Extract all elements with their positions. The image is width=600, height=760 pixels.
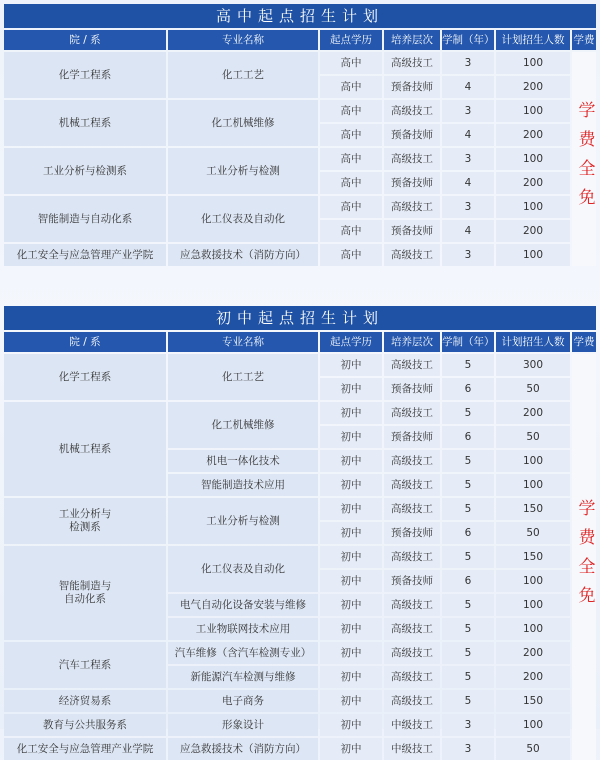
duration-years-cell: 3	[442, 714, 494, 736]
training-level-cell: 高级技工	[384, 594, 440, 616]
start-education-cell: 初中	[320, 474, 382, 496]
start-education-cell: 初中	[320, 378, 382, 400]
column-header: 计划招生人数	[496, 30, 570, 50]
department-cell: 工业分析与 检测系	[4, 498, 166, 544]
enrollment-count-cell: 100	[496, 618, 570, 640]
duration-years-cell: 4	[442, 76, 494, 98]
enrollment-count-cell: 50	[496, 738, 570, 760]
enrollment-count-cell: 200	[496, 124, 570, 146]
training-level-cell: 高级技工	[384, 474, 440, 496]
major-cell: 应急救援技术（消防方向）	[168, 738, 318, 760]
duration-years-cell: 3	[442, 148, 494, 170]
department-cell: 化工安全与应急管理产业学院	[4, 244, 166, 266]
duration-years-cell: 4	[442, 124, 494, 146]
enrollment-count-cell: 100	[496, 594, 570, 616]
duration-years-cell: 5	[442, 474, 494, 496]
start-education-cell: 初中	[320, 354, 382, 376]
column-header: 起点学历	[320, 332, 382, 352]
major-cell: 化工工艺	[168, 354, 318, 400]
column-header: 学费	[572, 332, 596, 352]
duration-years-cell: 6	[442, 522, 494, 544]
start-education-cell: 初中	[320, 666, 382, 688]
start-education-cell: 初中	[320, 714, 382, 736]
start-education-cell: 初中	[320, 450, 382, 472]
column-header: 培养层次	[384, 30, 440, 50]
duration-years-cell: 4	[442, 220, 494, 242]
enrollment-count-cell: 50	[496, 378, 570, 400]
training-level-cell: 高级技工	[384, 498, 440, 520]
middle-school-plan-title: 初中起点招生计划	[4, 306, 596, 330]
duration-years-cell: 5	[442, 498, 494, 520]
department-cell: 化学工程系	[4, 52, 166, 98]
duration-years-cell: 6	[442, 426, 494, 448]
enrollment-count-cell: 150	[496, 690, 570, 712]
column-header: 学制（年）	[442, 332, 494, 352]
enrollment-count-cell: 300	[496, 354, 570, 376]
training-level-cell: 高级技工	[384, 618, 440, 640]
enrollment-count-cell: 100	[496, 100, 570, 122]
training-level-cell: 高级技工	[384, 354, 440, 376]
duration-years-cell: 6	[442, 378, 494, 400]
enrollment-count-cell: 200	[496, 76, 570, 98]
column-header: 起点学历	[320, 30, 382, 50]
major-cell: 工业分析与检测	[168, 498, 318, 544]
column-header: 学费	[572, 30, 596, 50]
enrollment-count-cell: 100	[496, 474, 570, 496]
duration-years-cell: 6	[442, 570, 494, 592]
training-level-cell: 预备技师	[384, 522, 440, 544]
duration-years-cell: 5	[442, 354, 494, 376]
column-header: 专业名称	[168, 332, 318, 352]
department-cell: 机械工程系	[4, 100, 166, 146]
enrollment-count-cell: 150	[496, 498, 570, 520]
duration-years-cell: 5	[442, 618, 494, 640]
major-cell: 机电一体化技术	[168, 450, 318, 472]
high-school-plan-title: 高中起点招生计划	[4, 4, 596, 28]
training-level-cell: 高级技工	[384, 52, 440, 74]
middle-school-plan	[4, 306, 596, 755]
start-education-cell: 高中	[320, 52, 382, 74]
major-cell: 汽车维修（含汽车检测专业）	[168, 642, 318, 664]
start-education-cell: 高中	[320, 220, 382, 242]
duration-years-cell: 5	[442, 546, 494, 568]
enrollment-count-cell: 100	[496, 714, 570, 736]
major-cell: 化工机械维修	[168, 402, 318, 448]
training-level-cell: 预备技师	[384, 570, 440, 592]
enrollment-count-cell: 100	[496, 570, 570, 592]
duration-years-cell: 5	[442, 402, 494, 424]
training-level-cell: 高级技工	[384, 642, 440, 664]
start-education-cell: 初中	[320, 690, 382, 712]
start-education-cell: 高中	[320, 100, 382, 122]
duration-years-cell: 3	[442, 196, 494, 218]
enrollment-count-cell: 100	[496, 196, 570, 218]
column-header: 专业名称	[168, 30, 318, 50]
duration-years-cell: 3	[442, 100, 494, 122]
duration-years-cell: 5	[442, 642, 494, 664]
start-education-cell: 初中	[320, 522, 382, 544]
duration-years-cell: 3	[442, 52, 494, 74]
training-level-cell: 预备技师	[384, 426, 440, 448]
department-cell: 智能制造与自动化系	[4, 196, 166, 242]
duration-years-cell: 3	[442, 738, 494, 760]
tuition-free-note: 学费全免	[572, 354, 596, 760]
start-education-cell: 初中	[320, 738, 382, 760]
start-education-cell: 高中	[320, 244, 382, 266]
major-cell: 智能制造技术应用	[168, 474, 318, 496]
training-level-cell: 高级技工	[384, 402, 440, 424]
department-cell: 经济贸易系	[4, 690, 166, 712]
start-education-cell: 初中	[320, 402, 382, 424]
training-level-cell: 高级技工	[384, 450, 440, 472]
training-level-cell: 高级技工	[384, 148, 440, 170]
start-education-cell: 高中	[320, 76, 382, 98]
training-level-cell: 预备技师	[384, 124, 440, 146]
training-level-cell: 高级技工	[384, 196, 440, 218]
training-level-cell: 高级技工	[384, 690, 440, 712]
major-cell: 化工仪表及自动化	[168, 546, 318, 592]
start-education-cell: 初中	[320, 498, 382, 520]
duration-years-cell: 3	[442, 244, 494, 266]
duration-years-cell: 5	[442, 666, 494, 688]
enrollment-count-cell: 100	[496, 450, 570, 472]
training-level-cell: 高级技工	[384, 100, 440, 122]
major-cell: 新能源汽车检测与维修	[168, 666, 318, 688]
start-education-cell: 高中	[320, 196, 382, 218]
start-education-cell: 高中	[320, 124, 382, 146]
enrollment-count-cell: 200	[496, 172, 570, 194]
high-school-plan	[4, 4, 596, 261]
start-education-cell: 初中	[320, 546, 382, 568]
duration-years-cell: 4	[442, 172, 494, 194]
department-cell: 化工安全与应急管理产业学院	[4, 738, 166, 760]
duration-years-cell: 5	[442, 690, 494, 712]
enrollment-count-cell: 200	[496, 642, 570, 664]
major-cell: 化工仪表及自动化	[168, 196, 318, 242]
training-level-cell: 预备技师	[384, 76, 440, 98]
department-cell: 智能制造与 自动化系	[4, 546, 166, 640]
enrollment-count-cell: 100	[496, 52, 570, 74]
enrollment-count-cell: 200	[496, 402, 570, 424]
major-cell: 电气自动化设备安装与维修	[168, 594, 318, 616]
major-cell: 应急救援技术（消防方向）	[168, 244, 318, 266]
department-cell: 教育与公共服务系	[4, 714, 166, 736]
department-cell: 化学工程系	[4, 354, 166, 400]
major-cell: 化工机械维修	[168, 100, 318, 146]
start-education-cell: 高中	[320, 172, 382, 194]
training-level-cell: 高级技工	[384, 244, 440, 266]
training-level-cell: 高级技工	[384, 666, 440, 688]
department-cell: 机械工程系	[4, 402, 166, 496]
training-level-cell: 预备技师	[384, 378, 440, 400]
start-education-cell: 初中	[320, 570, 382, 592]
start-education-cell: 高中	[320, 148, 382, 170]
major-cell: 电子商务	[168, 690, 318, 712]
department-cell: 工业分析与检测系	[4, 148, 166, 194]
column-header: 计划招生人数	[496, 332, 570, 352]
enrollment-count-cell: 200	[496, 666, 570, 688]
column-header: 院 / 系	[4, 30, 166, 50]
start-education-cell: 初中	[320, 594, 382, 616]
training-level-cell: 预备技师	[384, 172, 440, 194]
start-education-cell: 初中	[320, 642, 382, 664]
column-header: 院 / 系	[4, 332, 166, 352]
enrollment-count-cell: 100	[496, 244, 570, 266]
major-cell: 化工工艺	[168, 52, 318, 98]
column-header: 学制（年）	[442, 30, 494, 50]
major-cell: 形象设计	[168, 714, 318, 736]
enrollment-count-cell: 50	[496, 522, 570, 544]
training-level-cell: 中级技工	[384, 714, 440, 736]
tuition-free-note: 学费全免	[572, 52, 596, 266]
duration-years-cell: 5	[442, 594, 494, 616]
major-cell: 工业物联网技术应用	[168, 618, 318, 640]
column-header: 培养层次	[384, 332, 440, 352]
training-level-cell: 中级技工	[384, 738, 440, 760]
start-education-cell: 初中	[320, 618, 382, 640]
start-education-cell: 初中	[320, 426, 382, 448]
enrollment-count-cell: 50	[496, 426, 570, 448]
major-cell: 工业分析与检测	[168, 148, 318, 194]
duration-years-cell: 5	[442, 450, 494, 472]
enrollment-count-cell: 150	[496, 546, 570, 568]
enrollment-count-cell: 200	[496, 220, 570, 242]
training-level-cell: 高级技工	[384, 546, 440, 568]
training-level-cell: 预备技师	[384, 220, 440, 242]
enrollment-count-cell: 100	[496, 148, 570, 170]
department-cell: 汽车工程系	[4, 642, 166, 688]
